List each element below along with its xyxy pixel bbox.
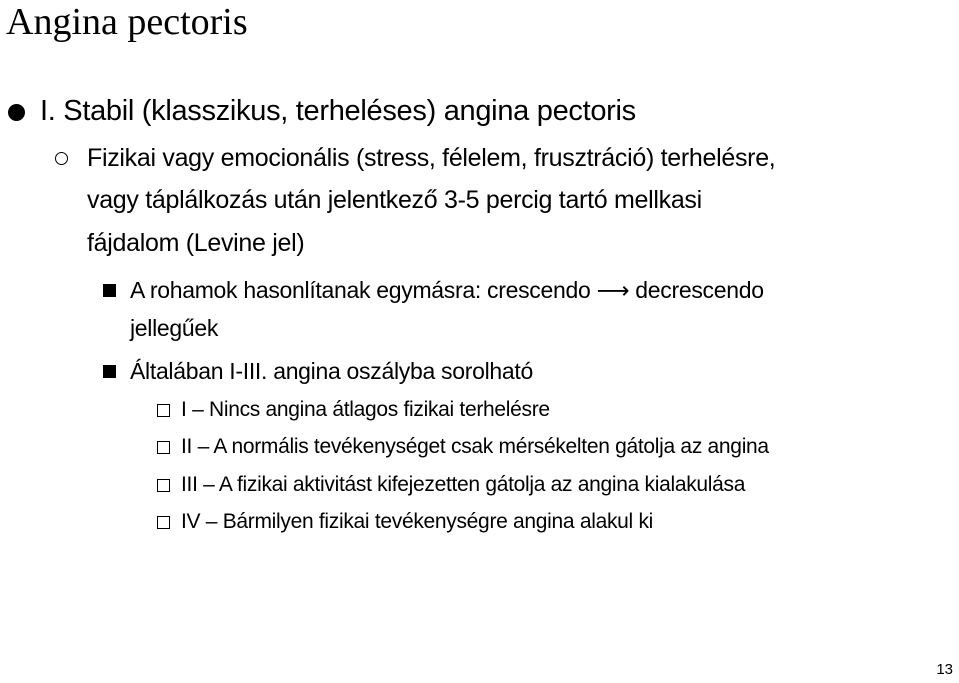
filled-square-bullet-icon bbox=[103, 284, 116, 297]
level2-line-2: vagy táplálkozás után jelentkező 3-5 percig tartó mellkasi bbox=[87, 186, 702, 214]
page-number: 13 bbox=[936, 661, 953, 678]
hollow-square-bullet-icon bbox=[157, 404, 170, 417]
level2-line-3: fájdalom (Levine jel) bbox=[87, 229, 305, 257]
level4-item-2: II – A normális tevékenységet csak mérsékelten gátolja az angina bbox=[181, 435, 769, 458]
level4-item-1: I – Nincs angina átlagos fizikai terhelésre bbox=[181, 398, 550, 421]
level4-item-4: IV – Bármilyen fizikai tevékenységre angina alakul ki bbox=[181, 510, 654, 533]
filled-square-bullet-icon bbox=[103, 365, 116, 378]
filled-circle-bullet-icon bbox=[8, 104, 25, 121]
level2-line-1: Fizikai vagy emocionális (stress, félelem, frusztráció) terhelésre, bbox=[87, 144, 776, 172]
level4-item-3: III – A fizikai aktivitást kifejezetten gátolja az angina kialakulása bbox=[181, 473, 746, 496]
slide-title: Angina pectoris bbox=[6, 1, 248, 43]
hollow-square-bullet-icon bbox=[157, 479, 170, 492]
level3-item-1-line-1: A rohamok hasonlítanak egymásra: crescendo ⟶ decrescendo bbox=[130, 277, 764, 303]
level3-item-2-line-1: Általában I-III. angina oszályba sorolható bbox=[130, 358, 533, 384]
hollow-square-bullet-icon bbox=[157, 516, 170, 529]
level1-text: I. Stabil (klasszikus, terheléses) angina pectoris bbox=[40, 95, 636, 127]
hollow-square-bullet-icon bbox=[157, 441, 170, 454]
level3-item-1-line-2: jellegűek bbox=[130, 315, 219, 341]
hollow-circle-bullet-icon bbox=[55, 152, 68, 165]
